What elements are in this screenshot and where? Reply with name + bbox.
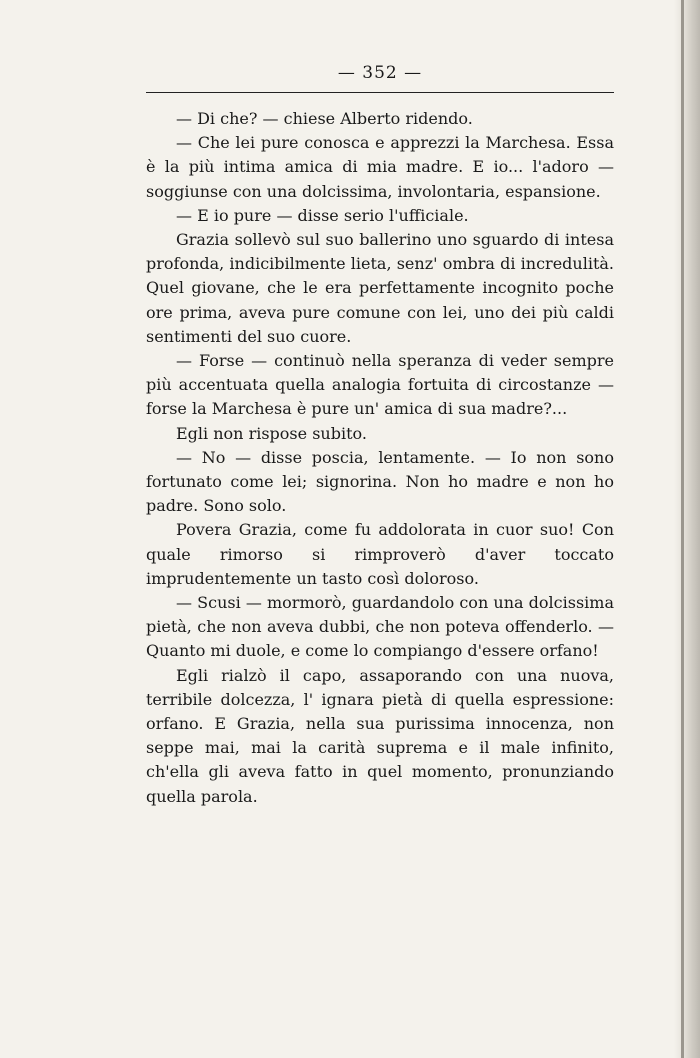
paragraph: Grazia sollevò sul suo ballerino uno sguardo di intesa profonda, indicibilmente lieta, senz' ombra di incredulità. Quel giovane, che le era perfettamente incognito poche ore prima, aveva pure comune con lei, uno dei più caldi sentimenti del suo cuore.: [146, 230, 614, 346]
page-gutter-shadow: [674, 0, 700, 1058]
paragraph: — Forse — continuò nella speranza di veder sempre più accentuata quella analogia fortuita di circostanze — forse la Marchesa è pure un' amica di sua madre?...: [146, 351, 614, 419]
paragraph: — No — disse poscia, lentamente. — Io non sono fortunato come lei; signorina. Non ho madre e non ho padre. Sono solo.: [146, 447, 614, 516]
book-page: [146, 60, 614, 809]
paragraph: — Che lei pure conosca e apprezzi la Marchesa. Essa è la più intima amica di mia madre. E io... l'adoro — soggiunse con una dolcissima, involontaria, espansione.: [146, 133, 614, 201]
paragraph: Povera Grazia, come fu addolorata in cuor suo! Con quale rimorso si rimproverò d'aver toccato imprudentemente un tasto così doloroso.: [146, 520, 614, 588]
paragraph: Egli rialzò il capo, assaporando con una nuova, terribile dolcezza, l' ignara pietà di quella espressione: orfano. E Grazia, nella sua purissima innocenza, non seppe mai, mai la carità suprema e il male infinito, ch'ella gli aveva fatto in quel momento, pronunziando quella parola.: [146, 665, 614, 806]
header-rule: [146, 92, 614, 93]
page-binding-edge: [681, 0, 684, 1058]
body-text: [146, 107, 614, 809]
paragraph: — E io pure — disse serio l'ufficiale.: [176, 205, 469, 225]
paragraph: — Scusi — mormorò, guardandolo con una dolcissima pietà, che non aveva dubbi, che non poteva offenderlo. — Quanto mi duole, e come lo compiango d'essere orfano!: [146, 593, 614, 661]
paragraph: — Di che? — chiese Alberto ridendo.: [176, 109, 473, 128]
page-number: — 352 —: [337, 63, 423, 83]
paragraph: Egli non rispose subito.: [176, 423, 367, 443]
